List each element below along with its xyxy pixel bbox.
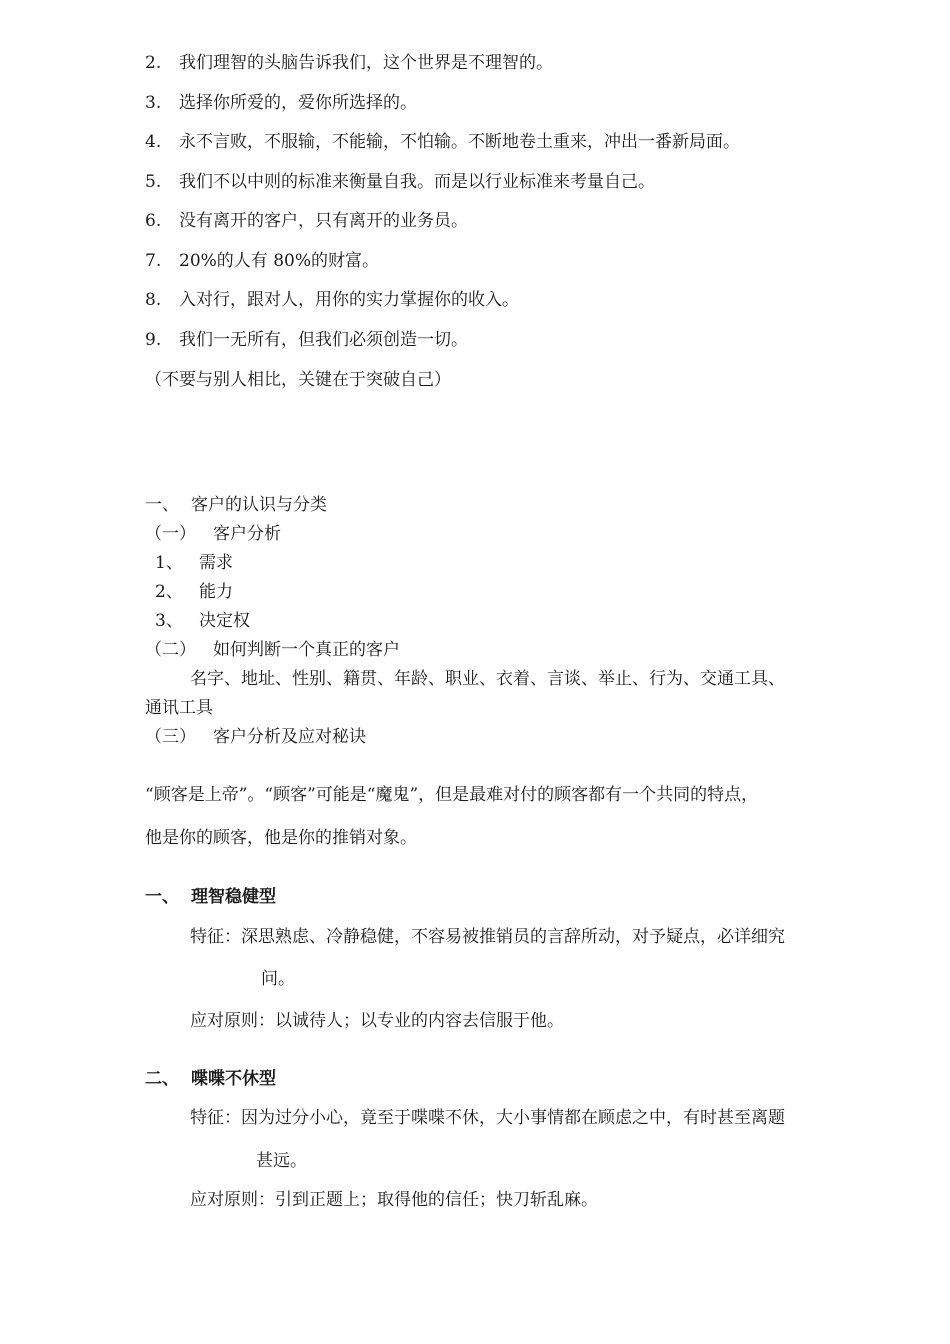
feature-line: 甚远。 xyxy=(256,1151,307,1171)
list-item xyxy=(155,581,233,603)
list-item-number: 5. xyxy=(145,172,162,192)
list-item-text: 选择你所爱的，爱你所选择的。 xyxy=(179,93,417,113)
principle-line: 应对原则：以诚待人；以专业的内容去信服于他。 xyxy=(190,1011,564,1031)
feature-line: 问。 xyxy=(261,969,295,989)
type-heading xyxy=(145,886,276,908)
list-item-number: 2、 xyxy=(155,582,183,602)
subsection-number: （一） xyxy=(145,524,196,544)
section-heading xyxy=(145,494,327,516)
type-title: 理智稳健型 xyxy=(191,887,276,907)
list-item xyxy=(145,289,519,311)
paragraph-line: 名字、地址、性别、籍贯、年龄、职业、衣着、言谈、举止、行为、交通工具、 xyxy=(190,669,785,689)
list-item-text: 20%的人有 80%的财富。 xyxy=(179,251,379,271)
list-item xyxy=(145,92,417,114)
subsection-heading xyxy=(145,726,366,748)
list-item xyxy=(145,329,468,351)
type-number: 二、 xyxy=(145,1069,179,1089)
list-item-text: 我们理智的头脑告诉我们，这个世界是不理智的。 xyxy=(179,53,553,73)
list-item-number: 8. xyxy=(145,290,162,310)
subsection-title: 如何判断一个真正的客户 xyxy=(213,640,400,660)
list-item-text: 入对行，跟对人，用你的实力掌握你的收入。 xyxy=(179,290,519,310)
type-heading xyxy=(145,1068,276,1090)
section-number: 一、 xyxy=(145,495,179,515)
list-item-number: 7. xyxy=(145,251,162,271)
feature-line: 特征：因为过分小心，竟至于喋喋不休，大小事情都在顾虑之中，有时甚至离题 xyxy=(190,1108,785,1128)
list-item-number: 9. xyxy=(145,330,162,350)
subsection-number: （二） xyxy=(145,640,196,660)
list-item-text: 需求 xyxy=(199,553,233,573)
section-title: 客户的认识与分类 xyxy=(191,495,327,515)
paragraph-line: “顾客是上帝”。“顾客”可能是“魔鬼”，但是最难对付的顾客都有一个共同的特点， xyxy=(145,785,759,805)
list-item-text: 能力 xyxy=(199,582,233,602)
list-item xyxy=(145,52,553,74)
subsection-heading xyxy=(145,639,400,661)
paragraph-line: 通讯工具 xyxy=(145,698,213,718)
list-item-text: 没有离开的客户，只有离开的业务员。 xyxy=(179,211,468,231)
subsection-number: （三） xyxy=(145,727,196,747)
list-item-number: 4. xyxy=(145,132,162,152)
list-item-number: 3. xyxy=(145,93,162,113)
paragraph-line: 他是你的顾客，他是你的推销对象。 xyxy=(145,828,417,848)
motto-note: （不要与别人相比，关键在于突破自己） xyxy=(145,370,451,390)
list-item-number: 1、 xyxy=(155,553,183,573)
list-item-text: 我们不以中则的标准来衡量自我。而是以行业标准来考量自己。 xyxy=(179,172,655,192)
subsection-heading xyxy=(145,523,281,545)
feature-line: 特征：深思熟虑、冷静稳健，不容易被推销员的言辞所动，对予疑点，必详细究 xyxy=(190,927,785,947)
list-item xyxy=(145,250,379,272)
list-item-number: 6. xyxy=(145,211,162,231)
list-item xyxy=(145,171,655,193)
list-item-text: 永不言败，不服输，不能输，不怕输。不断地卷土重来，冲出一番新局面。 xyxy=(179,132,740,152)
list-item xyxy=(145,210,468,232)
subsection-title: 客户分析 xyxy=(213,524,281,544)
list-item xyxy=(155,610,250,632)
principle-line: 应对原则：引到正题上；取得他的信任；快刀斩乱麻。 xyxy=(190,1190,598,1210)
list-item xyxy=(155,552,233,574)
list-item xyxy=(145,131,740,153)
list-item-number: 2. xyxy=(145,53,162,73)
type-number: 一、 xyxy=(145,887,179,907)
subsection-title: 客户分析及应对秘诀 xyxy=(213,727,366,747)
list-item-number: 3、 xyxy=(155,611,183,631)
type-title: 喋喋不休型 xyxy=(191,1069,276,1089)
list-item-text: 决定权 xyxy=(199,611,250,631)
list-item-text: 我们一无所有，但我们必须创造一切。 xyxy=(179,330,468,350)
